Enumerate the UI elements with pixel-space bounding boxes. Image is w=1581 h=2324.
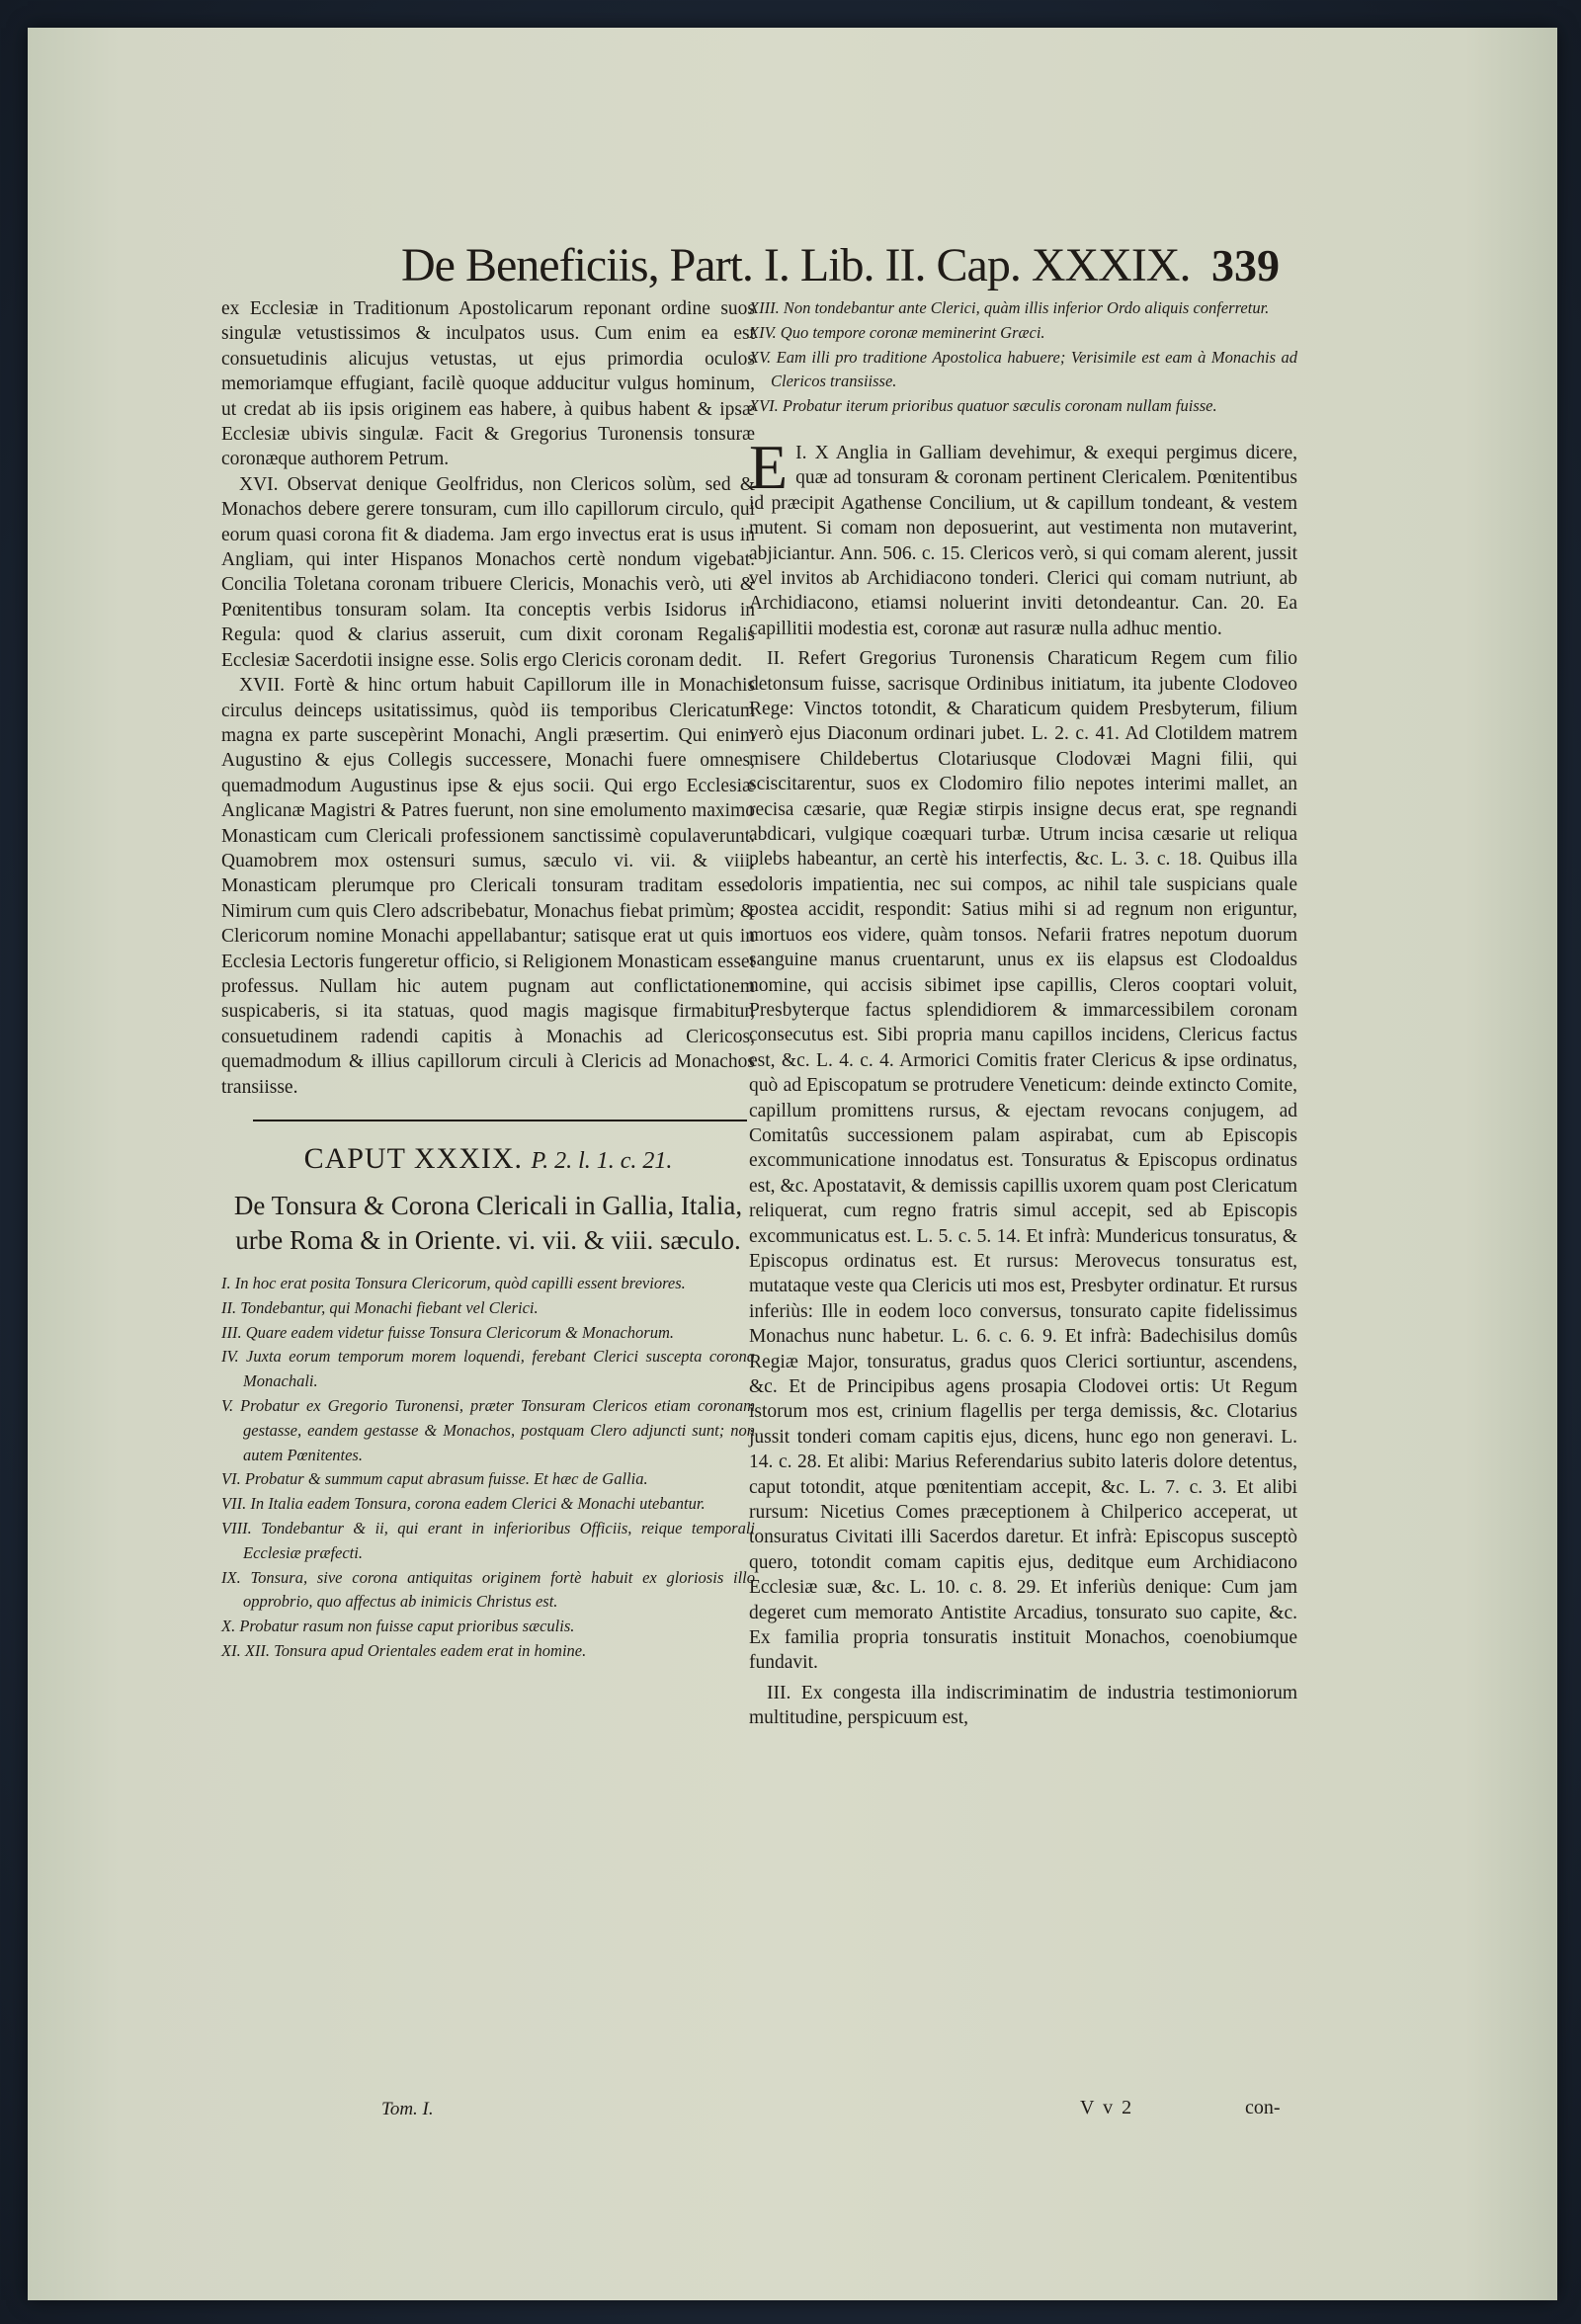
paragraph-xvi: XVI. Observat denique Geolfridus, non Clericos solùm, sed & Monachos debere gerere tonsuram, cum illo capillorum circulo, qui eorum quasi corona fit & diadema. Jam ergo invectus erat is usus in Angliam, qui inter Hispanos Monachos certè nondum vigebat. Concilia Toletana coronam tribuere Clericis, Monachis verò, uti & Pœnitentibus tonsuram solam. Ita conceptis verbis Isidorus in Regula: quod & clarius asseruit, cum dixit coronam Regalis Ecclesiæ Sacerdotii insigne esse. Solis ergo Clericis coronam dedit. <box>221 473 755 671</box>
summary-item: I. In hoc erat posita Tonsura Clericorum, quòd capilli essent breviores. <box>221 1274 686 1292</box>
summary-item: IX. Tonsura, sive corona antiquitas originem fortè habuit ex gloriosis illo opprobrio, quo affectus ab inimicis Christus est. <box>221 1567 755 1612</box>
running-head: De Beneficiis, Part. I. Lib. II. Cap. XXXIX. <box>401 239 1191 291</box>
footer-signature-mark: V v 2 <box>1080 2097 1134 2118</box>
caput-subtitle: De Tonsura & Corona Clericali in Gallia, Italia, urbe Roma & in Oriente. vi. vii. & viii. sæculo. <box>233 1191 743 1255</box>
caput-title <box>221 1139 755 1181</box>
summary-item: III. Quare eadem videtur fuisse Tonsura Clericorum & Monachorum. <box>221 1322 674 1342</box>
drop-capital: E <box>749 431 789 502</box>
paragraph-i <box>749 431 1297 641</box>
summary-item: VIII. Tondebantur & ii, qui erant in inferioribus Officiis, reique temporali Ecclesiæ præfecti. <box>221 1518 755 1562</box>
summary-item: XI. XII. Tonsura apud Orientales eadem erat in homine. <box>221 1640 587 1660</box>
caput-number: CAPUT XXXIX. <box>303 1142 524 1175</box>
paragraph-number: I. <box>795 442 807 463</box>
book-page <box>28 28 1557 2300</box>
caput-reference: P. 2. l. 1. c. 21. <box>531 1148 673 1174</box>
summary-item: II. Tondebantur, qui Monachi fiebant vel Clerici. <box>221 1297 539 1317</box>
page-number: 339 <box>1211 240 1280 290</box>
paragraph-xvii: XVII. Fortè & hinc ortum habuit Capillorum ille in Monachis circulus deinceps usitatissimus, quòd iis temporibus Clericatum magna ex parte suscepèrint Monachi, Angli præsertim. Qui enim Augustino & ejus Collegis successere, Monachi fuere omnes, quemadmodum Augustinus ipse & ejus socii. Qui ergo Ecclesiæ Anglicanæ Magistri & Patres fuerunt, non sine emolumento maximo Monasticam cum Clericali professionem sanctissimè copulaverunt. Quamobrem mox ostensuri sumus, sæculo vi. vii. & viii. Monasticam plerumque pro Clericali tonsuram traditam esse. Nimirum cum quis Clero adscribebatur, Monachus fiebat primùm; & Clericorum nomine Monachi appellabantur; satisque erat ut quis in Ecclesia Lectoris fungeretur officio, si Religionem Monasticam esset professus. Nullam hic autem pugnam aut conflictationem suspicaberis, si ita statuas, quod magis magisque firmabitur, consuetudinem radendi capitis à Monachis ad Clericos, quemadmodum & illius capillorum circuli à Clericis ad Monachos transiisse. <box>221 675 755 1098</box>
summary-item: XVI. Probatur iterum prioribus quatuor sæculis coronam nullam fuisse. <box>749 396 1217 416</box>
summary-item: XIV. Quo tempore coronæ meminerint Græci. <box>749 322 1045 342</box>
paragraph-iii: III. Ex congesta illa indiscriminatim de industria testimoniorum multitudine, perspicuum est, <box>749 1682 1297 1729</box>
summary-item: VI. Probatur & summum caput abrasum fuisse. Et hæc de Gallia. <box>221 1469 648 1489</box>
footer-catchword: con- <box>1245 2097 1281 2118</box>
right-column <box>749 296 1297 1731</box>
footer-volume: Tom. I. <box>381 2099 434 2119</box>
summary-item: IV. Juxta eorum temporum morem loquendi, ferebant Clerici suscepta corona Monachali. <box>221 1347 755 1391</box>
summary-item: V. Probatur ex Gregorio Turonensi, præter Tonsuram Clericos etiam coronam gestasse, eandem gestasse & Monachos, postquam Clero adjuncti sunt; non autem Pœnitentes. <box>221 1395 755 1464</box>
summary-item: XIII. Non tondebantur ante Clerici, quàm illis inferior Ordo aliquis conferretur. <box>749 298 1270 317</box>
left-column <box>221 296 755 1664</box>
paragraph-continuation: ex Ecclesiæ in Traditionum Apostolicarum reponant ordine suos singulæ vetustissimos & inculpatos usus. Cum enim ea est consuetudinis alicujus vetustas, ut ejus primordia oculos memoriamque effugiant, facilè quoque adducitur vulgus hominum, ut credat ab iis ipsis originem eas habere, à quibus habent & ipsæ Ecclesiæ ubivis singulæ. Facit & Gregorius Turonensis tonsuræ coronæque authorem Petrum. <box>221 298 755 470</box>
summary-item: X. Probatur rasum non fuisse caput prioribus sæculis. <box>221 1617 575 1636</box>
section-rule <box>253 1120 747 1121</box>
paragraph-i-text: X Anglia in Galliam devehimur, & exequi pergimus dicere, quæ ad tonsuram & coronam pertinent Clericalem. Pœnitentibus id præcipit Agathense Concilium, ut & capillum tondeant, & vestem mutent. Si comam non deposuerint, aut vestimenta non mutaverint, abjiciantur. Ann. 506. c. 15. Clericos verò, si qui comam alerent, jussit vel invitos ab Archidiacono tonderi. Clerici qui comam nutriunt, ab Archidiacono, etiamsi noluerint inviti detondeantur. Can. 20. Ea capillitii modestia est, coronæ aut rasuræ nulla adhuc mentio. <box>749 442 1297 639</box>
summary-item: VII. In Italia eadem Tonsura, corona eadem Clerici & Monachi utebantur. <box>221 1494 706 1514</box>
paragraph-ii: II. Refert Gregorius Turonensis Charaticum Regem cum filio detonsum fuisse, sacrisque Ordinibus initiatum, ita jubente Clodoveo Rege: Vinctos totondit, & Charaticum quidem Presbyterum, filium verò ejus Diaconum ordinari jubet. L. 2. c. 41. Ad Clotildem matrem misere Childebertus Clotariusque Clodovæi Magni filii, qui sciscitarentur, suos ex Clodomiro filio nepotes interimi mallet, an recisa cæsarie, quæ Regiæ stirpis insigne decus erat, spe regnandi abdicari, vulgique coæquari turbæ. Utrum incisa cæsarie ut reliqua plebs habeantur, an certè his interfectis, &c. L. 3. c. 18. Quibus illa doloris impatientia, nec sui compos, ac nihil tale suspicians quale postea accidit, respondit: Satius mihi si ad regnum non eriguntur, mortuos eos videre, quàm tonsos. Nefarii fratres nepotum duorum sanguine manus cruentarunt, unus ex iis elapsus est Clodoaldus nomine, qui accisis sibimet ipse capillis, Cleros cooptari voluit, Presbyterque factus splendidiorem & immarcessibilem coronam consecutus est. Sibi propria manu capillos incidens, Clericus factus est, &c. L. 4. c. 4. Armorici Comitis frater Clericus & ipse ordinatus, quò ad Episcopatum se protrudere Veneticum: deinde extincto Comite, capillum promittens rursus, & ejectam revocans conjugem, ad Comitatûs successionem palam aspirabat, cum ab Episcopis excommunicatione innodatus est. Tonsuratus & Episcopus ordinatus est, &c. Apostatavit, & demissis capillis uxorem quam post Clericatum reliquerat, cum regno fratris simul accepit, sed ab Episcopis excommunicatus est. L. 5. c. 5. 14. Et infrà: Mundericus tonsuratus, & Episcopus ordinatus est. Et rursus: Merovecus tonsuratus est, mutataque veste qua Clericis uti mos est, Presbyter ordinatur. Et rursus inferiùs: Ille in eodem loco conversus, tonsurato capite fidelissimus Monachus nunc habetur. L. 6. c. 6. 9. Et infrà: Badechisilus domûs Regiæ Major, tonsuratus, gradus quos Clerici sortiuntur, ascendens, &c. Et de Principibus agens prosapia Clodovei ortis: Ut Regum istorum mos est, crinium flagellis per terga demissis, &c. Clotarius jussit tonderi comam capitis ejus, dicens, hunc ego non generavi. L. 14. c. 28. Et alibi: Marius Referendarius subito lateris dolore detentus, caput totondit, atque pœnitentiam accepit, &c. L. 7. c. 3. Et alibi rursum: Nicetius Comes præceptionem à Chilperico acceperat, ut tonsuratus Civitati illi Sacerdos daretur. Et infrà: Episcopus susceptò quero, totondit comam capitis ejus, deditque eum Archidiacono Ecclesiæ suæ, &c. L. 10. c. 8. 29. Et inferiùs denique: Cum jam degeret cum memorato Antistite Arcadius, tonsurato suo capite, &c. Ex familia propria tonsuratis instituit Monachos, coenobiumque fundavit. <box>749 648 1297 1674</box>
summary-item: XV. Eam illi pro traditione Apostolica habuere; Verisimile est eam à Monachis ad Clericos transiisse. <box>749 347 1297 391</box>
page-header <box>401 237 1290 296</box>
